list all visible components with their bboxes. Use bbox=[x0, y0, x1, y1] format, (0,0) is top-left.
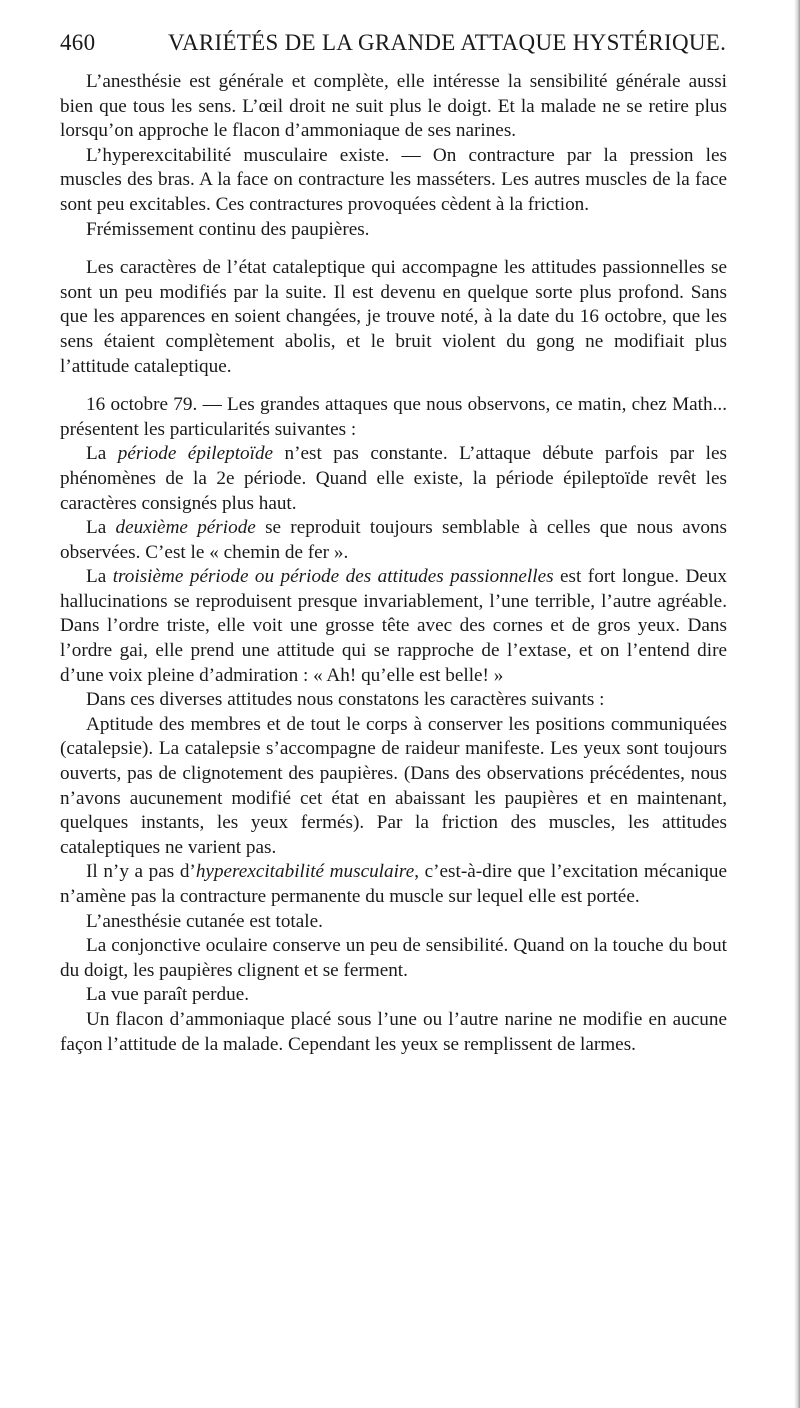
page-number: 460 bbox=[60, 30, 96, 55]
paragraph bbox=[60, 516, 727, 565]
italic-text: hyperexcitabilité musculaire bbox=[195, 861, 415, 883]
body-text bbox=[60, 70, 727, 1057]
running-title: VARIÉTÉS DE LA GRANDE ATTAQUE HYSTÉRIQUE. bbox=[168, 30, 727, 55]
paragraph-text: n’est pas constante. L’attaque débute parfois par les phénomènes de la 2e période. Quand elle existe, la période épileptoïde revêt les caractères consignés plus haut. bbox=[60, 443, 727, 514]
paragraph-text: est fort longue. Deux hallucinations se reproduisent presque invariablement, l’une terrible, l’autre agréable. Dans l’ordre triste, elle voit une grosse tête avec des cornes et de gros yeux. Dans l’ordre gai, elle prend une attitude qui se rapproche de l’extase, et on l’entend dire d’une voix pleine d’admiration : « Ah! qu’elle est belle! » bbox=[60, 566, 727, 686]
paragraph bbox=[60, 688, 727, 713]
paragraph-text: La bbox=[86, 443, 118, 465]
paragraph bbox=[60, 1008, 727, 1057]
scan-edge bbox=[794, 0, 800, 1408]
italic-text: troisième période ou période des attitudes passionnelles bbox=[112, 566, 554, 588]
paragraph bbox=[60, 218, 727, 243]
paragraph-text: 16 octobre 79. — Les grandes attaques que nous observons, ce matin, chez Math... présentent les particularités suivantes : bbox=[60, 394, 727, 440]
paragraph bbox=[60, 713, 727, 861]
paragraph bbox=[60, 70, 727, 144]
page-header bbox=[60, 22, 727, 62]
paragraph bbox=[60, 256, 727, 379]
italic-text: deuxième période bbox=[115, 517, 256, 539]
italic-text: période épileptoïde bbox=[117, 443, 274, 465]
paragraph bbox=[60, 910, 727, 935]
paragraph bbox=[60, 565, 727, 688]
paragraph-text: Il n’y a pas d’ bbox=[86, 861, 196, 883]
paragraph-text: La bbox=[86, 517, 116, 539]
paragraph-text: se reproduit toujours semblable à celles que nous avons observées. C’est le « chemin de fer ». bbox=[60, 517, 727, 563]
paragraph-text: La bbox=[86, 566, 113, 588]
paragraph-text: La vue paraît perdue. bbox=[86, 984, 250, 1006]
paragraph-text: Frémissement continu des paupières. bbox=[86, 218, 370, 240]
paragraph-text: , c’est-à-dire que l’excitation mécanique n’amène pas la contracture permanente du muscle sur lequel elle est portée. bbox=[60, 861, 727, 907]
paragraph-text: Dans ces diverses attitudes nous constatons les caractères suivants : bbox=[86, 689, 605, 711]
paragraph-text: La conjonctive oculaire conserve un peu de sensibilité. Quand on la touche du bout du doigt, les paupières clignent et se ferment. bbox=[60, 935, 727, 981]
paragraph-text: Aptitude des membres et de tout le corps à conserver les positions communiquées (catalepsie). La catalepsie s’accompagne de raideur manifeste. Les yeux sont toujours ouverts, pas de clignotement des paupières. (Dans des observations précédentes, nous n’avons aucunement modifié cet état en abaissant les paupières et en maintenant, quelques instants, les yeux fermés). Par la friction des muscles, les attitudes cataleptiques ne varient pas. bbox=[60, 713, 727, 858]
paragraph-text: Les caractères de l’état cataleptique qui accompagne les attitudes passionnelles se sont un peu modifiés par la suite. Il est devenu en quelque sorte plus profond. Sans que les apparences en soient changées, je trouve noté, à la date du 16 octobre, que les sens étaient complètement abolis, et le bruit violent du gong ne modifiait plus l’attitude cataleptique. bbox=[60, 257, 727, 377]
paragraph bbox=[60, 442, 727, 516]
paragraph bbox=[60, 393, 727, 442]
paragraph-text: Un flacon d’ammoniaque placé sous l’une ou l’autre narine ne modifie en aucune façon l’attitude de la malade. Cependant les yeux se remplissent de larmes. bbox=[60, 1008, 727, 1055]
paragraph-text: L’hyperexcitabilité musculaire existe. — On contracture par la pression les muscles des bras. A la face on contracture les masséters. Les autres muscles de la face sont peu excitables. Ces contractures provoquées cèdent à la friction. bbox=[60, 144, 727, 215]
paragraph bbox=[60, 144, 727, 218]
paragraph bbox=[60, 934, 727, 983]
paragraph bbox=[60, 860, 727, 909]
paragraph-text: L’anesthésie est générale et complète, elle intéresse la sensibilité générale aussi bien que tous les sens. L’œil droit ne suit plus le doigt. Et la malade ne se retire plus lorsqu’on approche le flacon d’ammoniaque de ses narines. bbox=[60, 71, 727, 142]
paragraph bbox=[60, 983, 727, 1008]
paragraph-text: L’anesthésie cutanée est totale. bbox=[86, 910, 323, 932]
